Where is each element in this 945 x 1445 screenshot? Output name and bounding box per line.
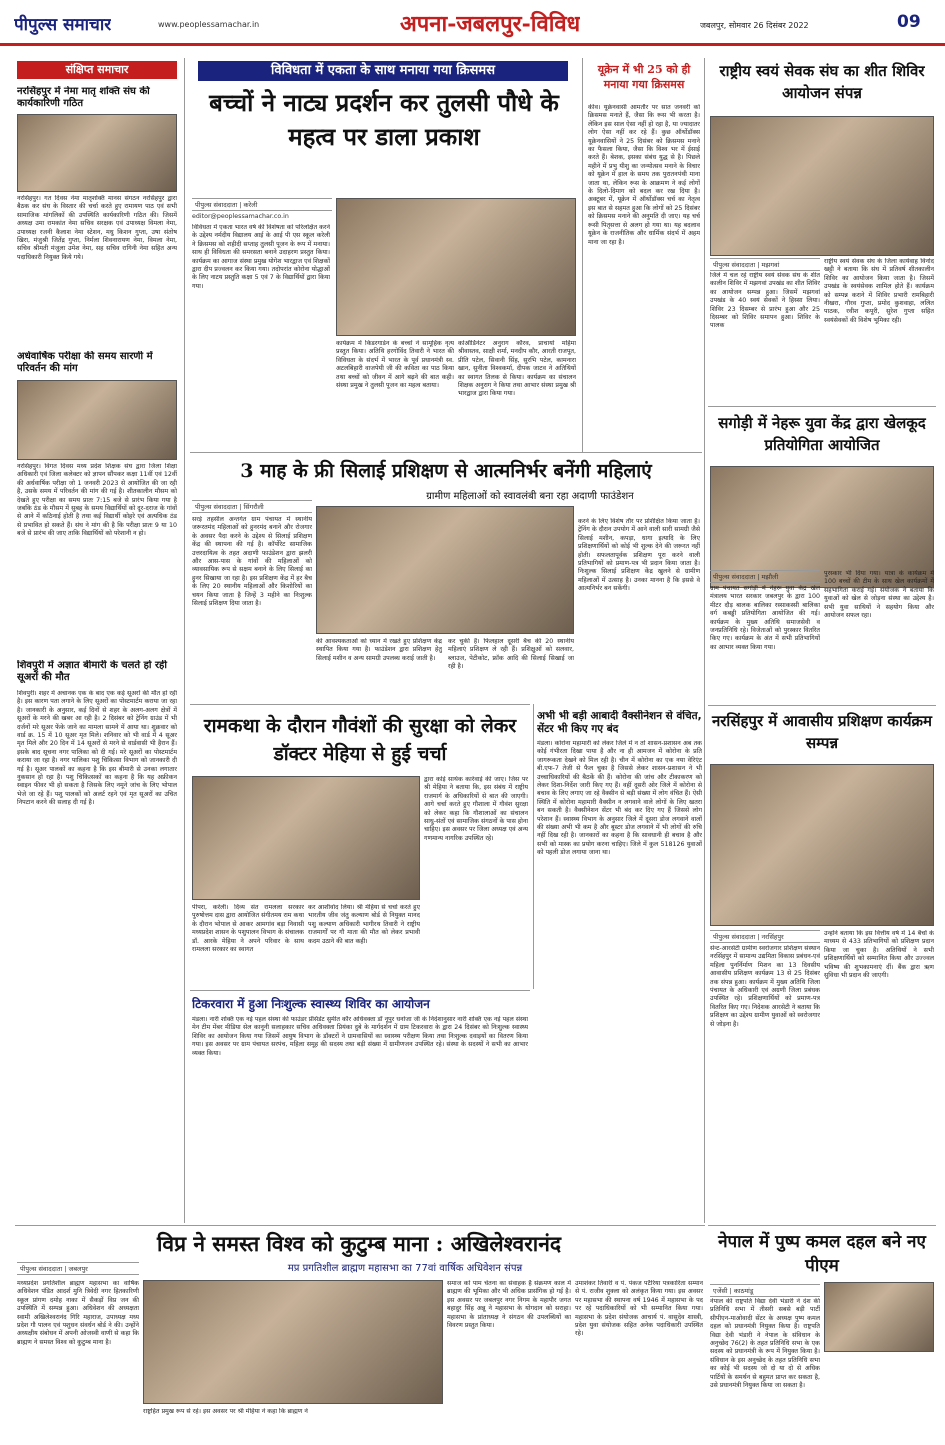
website-url[interactable]: www.peoplessamachar.in [158,20,260,29]
sewing-story [190,456,702,700]
sewing-subhead: ग्रामीण महिलाओं को स्वावलंबी बना रहा अदाणी फाउंडेशन [426,491,634,502]
training-headline: नरसिंहपुर में आवासीय प्रशिक्षण कार्यक्रम सम्पन्न [711,712,933,752]
lead-body-1: विविधता में एकता भारत वर्ष की विशेषता को परिलक्षित करने के उद्देश्य नर्मदीय विद्यालय आई के आई पी एस स्कूल करेली ने क्रिसमस को शहीदी सप्ताह तुलसी पूजन के रूप में मनाया। साथ ही विविधता की समरसता बनाने उदाहरण प्रस्तुत किया। कार्यक्रम का आगाज संस्था प्रमुख योगेश भारद्वाज एवं शिक्षकों द्वारा दीप प्रज्वलन कर किया गया। तदोपरांत कोरोना योद्धाओं के लिए नाटय प्रस्तुति कक्षा 5 एवं 7 के विद्यार्थियों द्वारा किया गया। [192,224,330,290]
brief-3-body: शिवपुरी। शहर में अचानक एक के बाद एक कई सूअरों की मौत हो रही है। इस कारण पता लगाने के लिए सूअरों का पोस्टमार्टम कराया जा रहा है। जानकारी के अनुसार, कई दिनों से शहर के अलग-अलग क्षेत्रों में सूअरों के मरने की खबर आ रही है। 2 दिसंबर को ट्रेनिंग ग्राउंड में भी दर्जनों मरे सूअर फेंके जाने का मामला सामने में आया था। शुक्रवार को वार्ड क्र. 15 में 10 सूअर मृत मिले। शनिवार को भी वार्ड में 4 सूअर मृत मिले और 20 दिन में 14 सूअरों से मरने से वार्डवासी भी हैरान हैं। इसके बाद सूचना नगर पालिका को दी गई। मरे सूअरों का पोस्टमार्टम कराया जा रहा है। नगर पालिका पशु चिकित्सा विभाग को जानकारी दी गई है। सूअर पालकों का कहना है कि इस बीमारी से उनका लगातार नुकसान हो रहा है। पशु चिकित्सकों का कहना है कि यह अफ्रीकन स्वाइन फीवर भी हो सकता है जिसके लिए नमूने जांच के लिए भोपाल भेजे जा रहे हैं। पशु पालकों को अलर्ट रहने एवं मृत सूअरों का उचित निपटान करने की सलाह दी गई है। [17,690,177,807]
health-body: मंडला। नारी शक्ति एक नई पहल संस्था की फाउंडर प्रेसिडेंट सुमीत कौर अधिवक्ता डॉ नूपुर धनोजा जी के निर्देशानुसार नारी शक्ति एक नई पहल संस्था मेन टीम मेंबर मीडिया सेल कानूनी सलाहकार सचिव अधिवक्ता प्रियंका दुबे के मार्गदर्शन में ग्राम टिकरवारा के द्वारा 24 दिसंबर को निःशुल्क स्वास्थ्य शिविर का आयोजन किया गया जिसमें आयुष विभाग के डॉक्टरों ने ग्रामवासियों का स्वास्थ्य परीक्षण किया तथा निःशुल्क दवाइयों का वितरण किया गया। इस अवसर पर ग्राम पंचायत सरपंच, महिला समूह की सदस्य तथा बड़ी संख्या में ग्रामीणजन उपस्थित रहे। संस्था के सदस्यों ने सभी का आभार व्यक्त किया। [192,1016,528,1057]
lead-body-2: कोऑर्डिनेटर अनुराग कौरव, प्राचार्या महिमा श्रीवास्तव, साक्षी शर्मा, मनदीप कौर, आरती राजपूत, प्रीति पटेल, सिवानी सिंह, सुरभि पटेल, कामनारा खान, सुनीता विश्वकर्मा, दीपक जाटव ने अतिथियों का स्वागत तिलक से किया। कार्यक्रम का संचालन शिक्षक अनुराग ने किया तथा आभार संस्था प्रमुख श्री भारद्वाज द्वारा किया गया। [458,340,576,398]
sewing-body-1: सरई तहसील अन्तर्गत ग्राम पंचायत में स्थानीय जरूरतमंद महिलाओं को हुनरमंद बनाने और रोजगार के अवसर पैदा करने के उद्देश्य से सिलाई प्रशिक्षण केंद्र की स्थापना की गई है। कॉर्पोरेट सामाजिक उत्तरदायित्व के तहत अदाणी फाउंडेशन द्वारा झलरी और आस-पास के गांवों की महिलाओं को व्यावसायिक रूप से सक्षम बनाने के लिए सिलाई का हुनर सिखाया जा रहा है। इस प्रशिक्षण केंद्र में हर बैच के लिए 20 स्थानीय महिलाओं और किशोरियों का चयन किया जाता है जिन्हें 3 महीने का निःशुल्क सिलाई प्रशिक्षण दिया जाता है। [192,516,312,608]
vipra-body-3: उमाशंकर तिवारी व पं. पंकज पटैरिया पत्रकारिता सम्मान से पं. राजीव शुक्ला को अलंकृत किया गया। इस अवसर पर महासभा की स्थापना वर्ष 1946 में महासभा के पद पर रहे पदाधिकारियों को भी सम्मानित किया गया। महासभा के प्रदेश संयोजक आचार्य पं. वासुदेव शास्त्री, प्रदेश युवा संयोजक सहित अनेक पदाधिकारी उपस्थित रहे। [575,1280,703,1338]
training-byline: पीपुल्स संवाददाता | नरसिंहपुर [710,930,820,943]
sewing-body-2: की आवश्यकताओं को ध्यान में रखते हुए प्रशिक्षण केंद्र स्थापित किया गया है। फाउंडेशन द्वारा प्रशिक्षण हेतु सिलाई मशीन व अन्य सामग्री उपलब्ध कराई जाती है। [316,638,442,662]
vipra-body-2: समाज को पाम चेतना का संवाहक है संक्रमण काल में ब्राह्मण की भूमिका और भी अधिक प्रासंगिक हो गई है। इस अवसर पर जबलपुर नगर निगम के महापौर जगत बहादुर सिंह अन्नू ने महासभा के योगदान को सराहा। महासभा के प्रांताध्यक्ष ने संगठन की उपलब्धियों का विवरण प्रस्तुत किया। [447,1280,571,1330]
vipra-caption: राष्ट्रहित प्रमुख रूप से रहे। इस अवसर पर श्री मेहिया ने कहा कि ब्राह्मण ने [143,1408,308,1415]
nyk-body-b: पुरस्कार भी दिया गया। यात्रा के कार्यक्रम में 100 बच्चों की टीम के साथ खेल कार्यक्रमों में सहभागिता कराई गई। संयोजक ने बताया कि युवाओं को खेल से जोड़ना संस्था का उद्देश्य है। सभी युवा साथियों ने सहयोग किया और आयोजन सफल रहा। [824,570,934,620]
brief-1-body: नरसिंहपुर। गत दिवस नेमा मातृशक्ति मानस संगठन नरसिंहपुर द्वारा बैठक कर संघ के विस्तार की चर्चा करते हुए रामायण पाठ एवं सभी सामाजिक मांगलिकों की उपस्थिति कार्यकारिणी गठित की। जिसमें अध्यक्ष उमा रामकांत नेमा सचिव सरक्षक एवं उपाध्यक्ष विमला नेमा, उपाध्यक्ष रजनी कैलाश नेमा स्टेशन, मधु किशन गुप्ता, उषा संतोष खिरा, मंजुश्री जितेंद्र गुप्ता, निर्मला शिवनारायण नेमा, विमला नेमा, सचिव श्रीमती मंजुला उमेश नेमा, सह सचिव रागिनी नेमा सहित अन्य पदाधिकारी नियुक्त किये गये। [17,195,177,261]
sewing-photo [316,506,574,634]
brief-label: संक्षिप्त समाचार [17,61,177,79]
sewing-headline: 3 माह के फ्री सिलाई प्रशिक्षण से आत्मनिर्भर बनेंगी महिलाएं [240,460,652,482]
vipra-byline: पीपुल्स संवाददाता | जबलपुर [17,1262,139,1275]
ramkatha-photo [192,776,420,900]
ukraine-body: कीव। यूक्रेनवासी आमतौर पर सात जनवरी को क्रिसमस मनाते हैं, जैसा कि रूस भी करता है। लेकिन इस साल ऐसा नहीं हो रहा है, या ज्यादातर लोग ऐसा नहीं कर रहे हैं। कुछ ऑर्थोडॉक्स यूक्रेनवासियों ने 25 दिसंबर को क्रिसमस मनाने का फैसला किया, जैसा कि विश्व भर में ईसाई करते हैं। बेशक, इसका संबंध युद्ध से है। पिछले महीने में प्रभु यीशु का जन्मोत्सव मनाने के विचार को यूक्रेन में हाल के समय तक पुरातनपंथी माना जाता था, लेकिन रूस के आक्रमण ने कई लोगों के दिलो-दिमाग को बदल कर रख दिया है। अक्टूबर में, यूक्रेन में ऑर्थोडॉक्स चर्च का नेतृत्व इस बात से सहमत हुआ कि लोगों को 25 दिसंबर को क्रिसमस मनाने की अनुमति दी जाए। यह चर्च रूसी पितृसत्ता से अलग हो गया था। यह बदलाव यूक्रेन के राजनीतिक और धार्मिक संदर्भ में अहम माना जा रहा है। [588,104,700,246]
nyk-byline: पीपुल्स संवाददाता | मझौली [710,570,820,583]
vipra-story [15,1228,703,1440]
vipra-photo [143,1280,443,1404]
ramkatha-body-1: पीपरा, करेली। दिव्य संत रामलला सरकार पुरुषोत्तम दास द्वारा आयोजित संगीतमय राम कथा के दौरान भोपाल से आकर आमगांव बड़ा निवासी मध्यप्रदेश शासन के पशुपालन विभाग के संचालक डॉ. आरके मेहिया ने अपने परिवार के साथ रामलला सरकार का स्वागत [192,904,304,954]
lead-caption: कार्यक्रम में किंडरगार्डन के बच्चों ने सामूहिक नृत्य प्रस्तुत किया। अतिथि हरगोविंद तिवारी ने भारत की विविधता के संदर्भ में भारत के पूर्व प्रधानमंत्री स्व. अटलबिहारी वाजपेयी जी की कविता का पाठ किया तथा बच्चों को जीवन में आगे बढ़ने की बात कही। संस्था प्रमुख ने तुलसी पूजन का महत्व बताया। [336,340,454,390]
page-number: 09 [897,12,921,32]
lead-story [190,58,578,446]
nepal-headline: नेपाल में पुष्प कमल दहल बने नए पीएम [718,1232,926,1276]
brief-1-photo [17,114,177,192]
vaccine-headline: अभी भी बड़ी आबादी वैक्सीनेशन से वंचित, सेंटर भी किए गए बंद [537,710,702,735]
rss-story [708,58,936,404]
training-body-a: सेन्ट-आरसेटी ग्रामीण स्वरोजगार प्रशिक्षण संस्थान नरसिंहपुर में सामान्य उद्यमिता विकास प्रबंधन-एवं महिला पुनर्निर्माण मिशन का 13 दिवसीय आवासीय प्रशिक्षण कार्यक्रम 13 से 25 दिसंबर तक संपन्न हुआ। कार्यक्रम में मुख्य अतिथि जिला पंचायत के अधिकारी एवं अग्रणी जिला प्रबंधक उपस्थित रहे। प्रशिक्षणार्थियों को प्रमाण-पत्र वितरित किए गए। निदेशक आरसेटी ने बताया कि प्रशिक्षण का उद्देश्य ग्रामीण युवाओं को स्वरोजगार से जोड़ना है। [710,945,820,1028]
vipra-body-1: मध्यप्रदेश प्रगतिशील ब्राह्मण महासभा का वार्षिक अधिवेशन पंडित आदर्श मुनि त्रिवेदी नगर हितकारिणी स्कूल प्रांगण दमोह नाका में सैकड़ों विप्र जन की उपस्थिति में सम्पन्न हुआ। अधिवेशन की अध्यक्षता स्वामी अखिलेश्वरानंद गिरि महाराज, उपाध्यक्ष मध्य प्रदेश गौ पालन एवं पशुधन संवर्धन बोर्ड ने की। उन्होंने अध्यक्षीय संबोधन में अपनी ओजस्वी वाणी से कहा कि ब्राह्मण ने समस्त विश्व को कुटुम्ब माना है। [17,1280,139,1346]
vipra-headline: विप्र ने समस्त विश्व को कुटुम्ब माना : अखिलेश्वरानंद [156,1231,562,1256]
health-story [190,994,530,1220]
training-photo [710,764,934,926]
training-body-b: उन्होंने बताया कि इस वित्तीय वर्ष में 14 बैचों के माध्यम से 433 प्रतिभागियों को प्रशिक्षण प्रदान किया जा चुका है। अतिथियों ने सभी प्रशिक्षणार्थियों को सम्मानित किया और उज्ज्वल भविष्य की शुभकामनाएं दीं। बैंक द्वारा ऋण सुविधा भी प्रदान की जाएगी। [824,930,934,980]
lead-kicker: विविधता में एकता के साथ मनाया गया क्रिसमस [198,61,568,81]
ukraine-headline: यूक्रेन में भी 25 को ही मनाया गया क्रिसमस [597,63,691,91]
rss-body-b: राष्ट्रीय स्वयं सेवक संघ के जिला कार्यवाह विनोद खट्टी ने बताया कि संघ में प्रतिवर्ष शीतकालीन शिविर का आयोजन किया जाता है। जिसमें उपखंड के स्वयंसेवक शामिल होते हैं। कार्यक्रम को सम्पन्न कराने में शिविर प्रभारी रामबिहारी नीखरा, गौरव गुप्ता, प्रमोद कुशवाहा, ललित पाठक, रवीश कपूरी, सुरेश गुप्ता सहित स्वयंसेवकों की विशेष भूमिका रही। [824,258,934,324]
brief-2-title: अर्धवार्षिक परीक्षा की समय सारणी में परिवर्तन की मांग [17,351,153,374]
rss-byline: पीपुल्स संवाददाता | मझगवां [710,258,820,271]
ramkatha-body-2: कर आशीर्वाद लिया। श्री मेहिया से चर्चा करते हुए भारतीय जीव जंतु कल्याण बोर्ड से नियुक्त मानद पशु कल्याण अधिकारी भागीरथ तिवारी ने राष्ट्रीय राजमार्गों पर गौ माता की मौत को लेकर प्रभावी कदम उठाने की बात कही। [308,904,420,945]
rss-body-a: जिले में चल रहे राष्ट्रीय स्वयं सेवक संघ के शीत कालीन शिविर में मझगवां उपखंड का शीत शिविर का आयोजन सम्पन्न हुआ। जिसमें मझगवां उपखंड के 40 स्वयं सेवकों ने हिस्सा लिया। शिविर 23 दिसम्बर से प्रारंभ हुआ और 25 दिसम्बर को शिविर समापन हुआ। शिविर के पालक [710,272,820,330]
ramkatha-body-3: द्वारा कोई सार्थक कार्रवाई की जाए। जिस पर श्री मेहिया ने बताया कि, इस संबंध में राष्ट्रीय राजमार्ग के अधिकारियों से बात की जाएगी। आगे चर्चा करते हुए गौशाला में गौवंश सुरक्षा को लेकर कहा कि गौशालाओं का संचालन साधु-संतों एवं सामाजिक संगठनों के पास होना चाहिए। इस अवसर पर जिला अध्यक्ष एवं अन्य गणमान्य नागरिक उपस्थित रहे। [424,776,528,842]
nepal-body: नेपाल की राष्ट्रपति विद्या देवी भंडारी ने देश की प्रतिनिधि सभा में तीसरी सबसे बड़ी पार्टी सीपीएन-माओवादी सेंटर के अध्यक्ष पुष्प कमल दहल को प्रधानमंत्री नियुक्त किया है। राष्ट्रपति विद्या देवी भंडारी ने नेपाल के संविधान के अनुच्छेद 76(2) के तहत प्रतिनिधि सभा के एक सदस्य को प्रधानमंत्री के रूप में नियुक्त किया है। संविधान के इस अनुच्छेद के तहत प्रतिनिधि सभा का कोई भी सदस्य जो दो या दो से अधिक पार्टियों के समर्थन से बहुमत प्राप्त कर सकता है, उसे प्रधानमंत्री नियुक्त किया जा सकता है। [710,1298,820,1390]
training-story [708,708,936,1218]
newspaper-logo: पीपुल्स समाचार [14,15,112,35]
lead-headline: बच्चों ने नाट्य प्रदर्शन कर तुलसी पौधे के महत्व पर डाला प्रकाश [209,88,559,151]
sewing-byline: पीपुल्स संवाददाता | सिंगरौली [192,500,312,513]
rss-headline: राष्ट्रीय स्वयं सेवक संघ का शीत शिविर आयोजन संपन्न [719,62,925,102]
vaccine-body: मंडला। कोरोना महामारी को लेकर जिले में न तो शासन-प्रशासन अब तक कोई गंभीरता दिखा पाया है और ना ही आमजन में कोरोना के प्रति जागरूकता देखने को मिल रही है। चीन में कोरोना का एक नया वेरिएंट बी.एफ-7 तेजी से फैल चुका है जिससे लेकर शासन-प्रशासन ने भी उच्चाधिकारियों की बैठकें की हैं। कोरोना की जांच और टीकाकरण को लेकर दिशा-निर्देश जारी किए गए हैं। वहीं दूसरी ओर जिले में कोरोना से बचाव के लिए लगाए जा रहे वैक्सीन से बड़ी संख्या में लोग वंचित हैं। ऐसी स्थिति में कोरोना महामारी वैक्सीन न लगवाने वाले लोगों के लिए खतरा बन सकती है। वैक्सीनेशन सेंटर भी बंद कर दिए गए हैं जिससे लोग परेशान हैं। स्वास्थ्य विभाग के अनुसार जिले में दूसरा डोज लगवाने वालों की संख्या अभी भी कम है और बूस्टर डोज लगवाने में भी लोगों की रुचि नहीं दिख रही है। जानकारों का कहना है कि सावधानी ही बचाव है और सभी को मास्क का प्रयोग करना चाहिए। जिले में कुल 518126 युवाओं को पहली डोज लगाया जाना था। [537,740,702,857]
masthead [0,0,945,46]
rss-photo [710,116,934,256]
dateline: जबलपुर, सोमवार 26 दिसंबर 2022 [700,21,809,30]
nyk-body-a: ग्राम पंचायत सगोड़ी में नेहरू युवा केंद्र खेल मंत्रालय भारत सरकार जबलपुर के द्वारा 100 मीटर दौड़ बालक बालिका रस्साकस्सी बालिका वर्ग कबड्डी प्रतियोगिता आयोजित की गई। कार्यक्रम के मुख्य अतिथि समाजसेवी व जनप्रतिनिधि रहे। विजेताओं को पुरस्कार वितरित किए गए। कार्यक्रम के अंत में सभी प्रतिभागियों का आभार व्यक्त किया गया। [710,585,820,651]
brief-3-title: शिवपुरी में अज्ञात बीमारी के चलते हो रही सूअरों की मौत [17,660,167,683]
ukraine-story [588,62,700,447]
section-title: अपना-जबलपुर-विविध [400,11,581,37]
health-headline: टिकरवारा में हुआ निःशुल्क स्वास्थ्य शिविर का आयोजन [192,997,430,1011]
nepal-story [708,1228,936,1440]
brief-1-title: नरसिंहपुर में नेमा मातृ शक्ति संघ की कार्यकारिणी गठित [17,86,150,109]
sewing-body-3: कर चुकी हैं। फिलहाल दूसरी बैच की 20 स्थानीय महिलाएं प्रशिक्षण ले रही हैं। प्रशिक्षुओं को सलवार, ब्लाउज, पेटीकोट, फ्रॉक आदि की सिलाई सिखाई जा रही है। [448,638,574,671]
lead-email[interactable]: editor@peoplessamachar.co.in [192,213,289,220]
brief-2-body: नरसिंहपुर। विगत दिवस मध्य प्रदेश शिक्षक संघ द्वारा जिला शिक्षा अधिकारी एवं जिला कलेक्टर को ज्ञापन सौंपकर कक्षा 11वीं एवं 12वीं की अर्धवार्षिक परीक्षा जो 1 जनवरी 2023 से आयोजित की जा रही है, उसके समय में परिवर्तन की मांग की गई है। शीतकालीन मौसम को देखते हुए परीक्षा का समय प्रातः 7:15 बजे से प्रारंभ किया गया है जबकि ठंड के मौसम में सुबह के समय विद्यार्थियों को दूर-दराज के गांवों से आने में कठिनाई होती है तथा कई विद्यार्थी कोहरे एवं अत्यधिक ठंड से प्रभावित हो सकते हैं। संघ ने मांग की है कि परीक्षा प्रातः 9 या 10 बजे से प्रारंभ की जाए ताकि विद्यार्थियों को परेशानी न हो। [17,463,177,538]
nepal-photo [824,1282,934,1352]
sewing-body-4: करने के लिए विशेष तौर पर प्रशिक्षित किया जाता है। ट्रेनिंग के दौरान उपयोग में आने वाली सारी सामग्री जैसे सिलाई मशीन, कपड़ा, धागा इत्यादि के लिए प्रशिक्षणार्थियों को कोई भी शुल्क देने की जरूरत नहीं होती। सफलतापूर्वक प्रशिक्षण पूरा करने वाली प्रतिभागियों को प्रमाण-पत्र भी प्रदान किया जाता है। निःशुल्क सिलाई प्रशिक्षण केंद्र खुलने से ग्रामीण महिलाओं में उत्साह है। उनका मानना है कि इससे वे आत्मनिर्भर बन सकेंगी। [578,518,700,593]
brief-column [15,58,180,1208]
nyk-headline: सगोड़ी में नेहरू युवा केंद्र द्वारा खेलकूद प्रतियोगिता आयोजित [718,414,926,454]
vaccine-story [537,708,702,1230]
lead-byline: पीपुल्स संवाददाता | करेली [192,198,332,211]
vipra-subhead: मप्र प्रगतिशील ब्राह्मण महासभा का 77वां वार्षिक अधिवेशन संपन्न [287,1263,523,1274]
ramkatha-story [190,708,530,988]
lead-photo [336,198,576,336]
nepal-byline: एजेंसी | काठमांडू [710,1284,820,1297]
brief-2-photo [17,380,177,460]
ramkatha-headline: रामकथा के दौरान गौवंशों की सुरक्षा को लेकर डॉक्टर मेहिया से हुई चर्चा [203,715,517,765]
